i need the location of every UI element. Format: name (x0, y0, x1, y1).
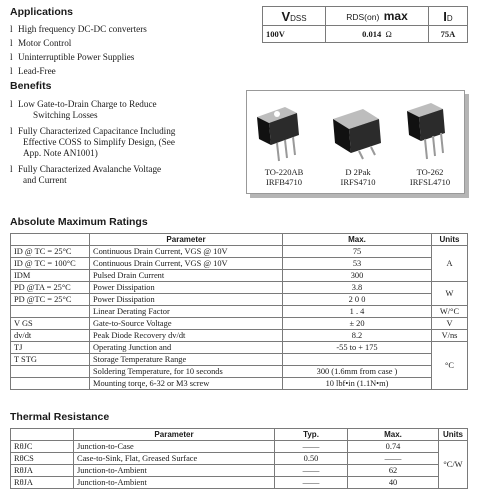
table-row: ID @ TC = 25°C Continuous Drain Current, VGS @ 10V 75 A (11, 246, 468, 258)
table-row: Soldering Temperature, for 10 seconds 300 (1.6mm from case ) (11, 366, 468, 378)
table-row: RθJA Junction-to-Ambient —— 40 (11, 477, 468, 489)
thermal-table (10, 428, 468, 489)
benefits-title: Benefits (10, 80, 52, 92)
table-row: Linear Derating Factor 1 . 4 W/°C (11, 306, 468, 318)
amr-header-units: Units (432, 234, 468, 246)
table-row: PD @TA = 25°C Power Dissipation 3.8 W (11, 282, 468, 294)
to220-package-icon (257, 107, 299, 161)
rds-value: 0.014 Ω (326, 26, 429, 43)
list-item: l Low Gate-to-Drain Charge to Reduce Switching Losses (10, 99, 157, 120)
table-row: ID @ TC = 100°C Continuous Drain Current, VGS @ 10V 53 (11, 258, 468, 270)
table-header-row (11, 234, 468, 246)
applications-list (10, 24, 147, 77)
amr-header-parameter: Parameter (90, 234, 283, 246)
amr-header-max: Max. (283, 234, 432, 246)
package-label-to220: TO-220AB IRFB4710 (264, 167, 304, 187)
table-row: TJ Operating Junction and -55 to + 175 °C (11, 342, 468, 354)
d2pak-package-icon (333, 109, 381, 159)
key-spec-table (262, 6, 468, 43)
table-row: T STG Storage Temperature Range (11, 354, 468, 366)
vdss-value: 100V (263, 26, 326, 43)
table-row: RθJC Junction-to-Case —— 0.74 °C/W (11, 441, 468, 453)
id-value: 75A (429, 26, 468, 43)
list-item: l Fully Characterized Avalanche Voltage and Current (10, 164, 162, 185)
table-row: IDM Pulsed Drain Current 300 (11, 270, 468, 282)
table-row: RθJA Junction-to-Ambient —— 62 (11, 465, 468, 477)
list-item: l Fully Characterized Capacitance Including Effective COSS to Simplify Design, (See App. Note AN1001) (10, 126, 176, 158)
id-header: ID (429, 7, 468, 26)
applications-title: Applications (10, 6, 74, 18)
thermal-header-max: Max. (348, 429, 439, 441)
table-row: RθCS Case-to-Sink, Flat, Greased Surface 0.50 —— (11, 453, 468, 465)
package-illustrations (247, 95, 464, 165)
package-label-d2pak: D 2Pak IRFS4710 (340, 167, 376, 187)
to262-package-icon (407, 103, 445, 159)
table-row: dv/dt Peak Diode Recovery dv/dt 8.2 V/ns (11, 330, 468, 342)
vdss-header: VDSS (263, 7, 326, 26)
thermal-header-typ: Typ. (275, 429, 348, 441)
table-row: Mounting torqe, 6-32 or M3 screw 10 lbf•in (1.1N•m) (11, 378, 468, 390)
package-label-to262: TO-262 IRFSL4710 (409, 167, 451, 187)
package-image-panel (246, 90, 465, 194)
list-item: l Motor Control (10, 38, 72, 48)
list-item: l High frequency DC-DC converters (10, 24, 147, 34)
thermal-title: Thermal Resistance (10, 411, 110, 423)
rds-header: RDS(on) max (326, 7, 429, 26)
table-row: PD @TC = 25°C Power Dissipation 2 0 0 (11, 294, 468, 306)
list-item: l Uninterruptible Power Supplies (10, 52, 135, 62)
table-header-row (11, 429, 468, 441)
thermal-header-parameter: Parameter (74, 429, 275, 441)
list-item: l Lead-Free (10, 66, 56, 76)
amr-title: Absolute Maximum Ratings (10, 216, 148, 228)
thermal-header-units: Units (439, 429, 468, 441)
amr-table (10, 233, 468, 390)
benefits-list (10, 99, 175, 186)
table-row: V GS Gate-to-Source Voltage ± 20 V (11, 318, 468, 330)
